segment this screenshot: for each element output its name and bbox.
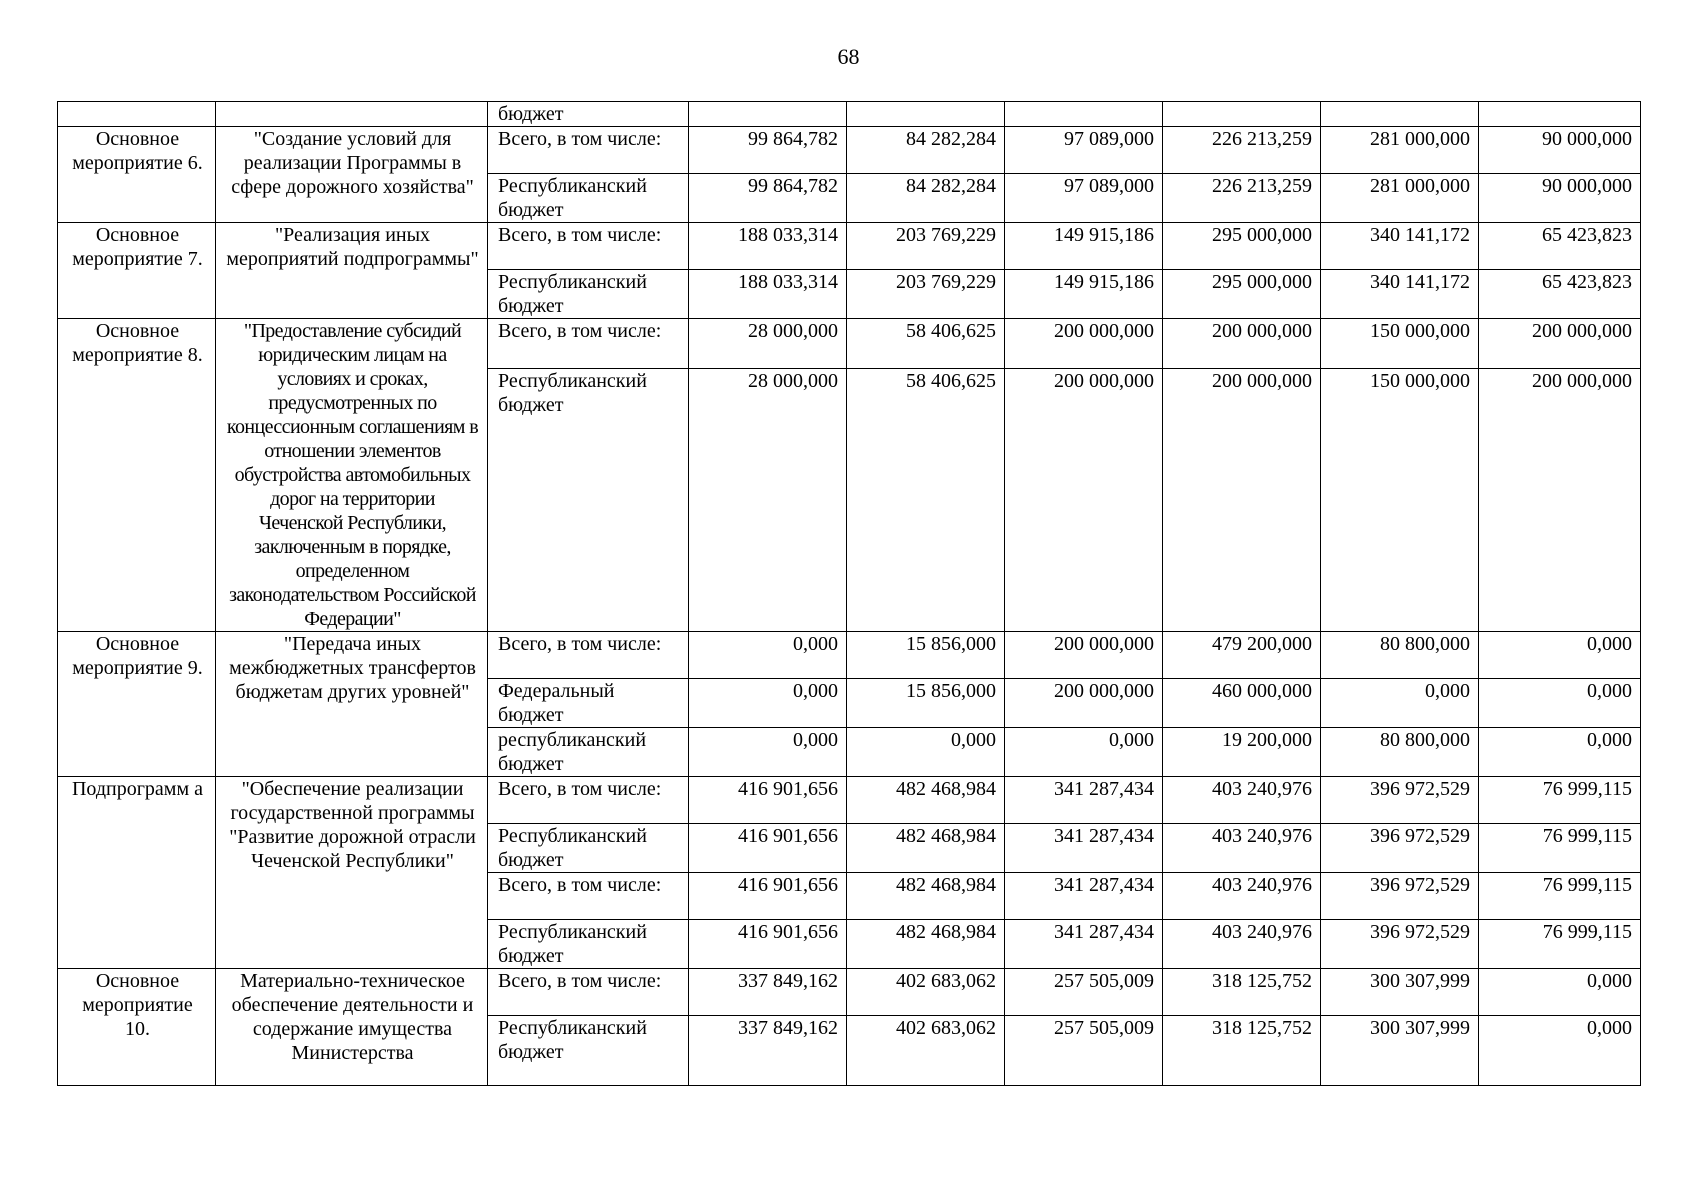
amount-cell: 0,000 bbox=[1321, 679, 1479, 728]
amount-cell: 0,000 bbox=[847, 728, 1005, 777]
funding-source-cell: Всего, в том числе: bbox=[488, 777, 689, 824]
amount-cell: 0,000 bbox=[1005, 728, 1163, 777]
amount-cell: 84 282,284 bbox=[847, 174, 1005, 223]
table-row bbox=[58, 969, 1641, 1016]
activity-type-cell: Основное мероприятие 6. bbox=[58, 127, 216, 223]
table-row bbox=[58, 319, 1641, 369]
amount-cell: 200 000,000 bbox=[1479, 319, 1641, 369]
amount-cell: 99 864,782 bbox=[689, 174, 847, 223]
table-row bbox=[58, 127, 1641, 174]
funding-source-cell: Республиканский бюджет bbox=[488, 369, 689, 632]
amount-cell: 149 915,186 bbox=[1005, 223, 1163, 270]
amount-cell: 188 033,314 bbox=[689, 223, 847, 270]
amount-cell: 479 200,000 bbox=[1163, 632, 1321, 679]
amount-cell: 28 000,000 bbox=[689, 369, 847, 632]
amount-cell: 28 000,000 bbox=[689, 319, 847, 369]
amount-cell: 76 999,115 bbox=[1479, 824, 1641, 873]
amount-cell: 340 141,172 bbox=[1321, 223, 1479, 270]
table-row bbox=[58, 102, 1641, 127]
amount-cell: 200 000,000 bbox=[1005, 369, 1163, 632]
activity-name-cell bbox=[216, 632, 488, 777]
amount-cell: 340 141,172 bbox=[1321, 270, 1479, 319]
amount-cell: 0,000 bbox=[1479, 632, 1641, 679]
amount-cell: 200 000,000 bbox=[1005, 679, 1163, 728]
amount-cell: 318 125,752 bbox=[1163, 969, 1321, 1016]
amount-cell: 0,000 bbox=[689, 679, 847, 728]
table-cell bbox=[58, 102, 216, 127]
activity-name-cell bbox=[216, 127, 488, 223]
amount-cell: 80 800,000 bbox=[1321, 728, 1479, 777]
activity-name-cell bbox=[216, 223, 488, 319]
funding-source-cell: Всего, в том числе: bbox=[488, 223, 689, 270]
activity-type-cell: Основное мероприятие 10. bbox=[58, 969, 216, 1086]
amount-cell: 482 468,984 bbox=[847, 873, 1005, 920]
amount-cell: 482 468,984 bbox=[847, 824, 1005, 873]
amount-cell: 80 800,000 bbox=[1321, 632, 1479, 679]
activity-type-cell: Основное мероприятие 9. bbox=[58, 632, 216, 777]
funding-source-cell: Всего, в том числе: bbox=[488, 632, 689, 679]
amount-cell: 295 000,000 bbox=[1163, 223, 1321, 270]
activity-name-text: "Передача иных межбюджетных трансфертов бюджетам других уровней" bbox=[229, 633, 476, 703]
funding-source-cell: Всего, в том числе: bbox=[488, 873, 689, 920]
table-cell bbox=[1163, 102, 1321, 127]
amount-cell: 226 213,259 bbox=[1163, 127, 1321, 174]
amount-cell: 460 000,000 bbox=[1163, 679, 1321, 728]
amount-cell: 19 200,000 bbox=[1163, 728, 1321, 777]
funding-source-cell: Республиканский бюджет bbox=[488, 1016, 689, 1086]
amount-cell: 149 915,186 bbox=[1005, 270, 1163, 319]
amount-cell: 257 505,009 bbox=[1005, 1016, 1163, 1086]
budget-table bbox=[57, 101, 1641, 1086]
amount-cell: 76 999,115 bbox=[1479, 920, 1641, 969]
amount-cell: 90 000,000 bbox=[1479, 127, 1641, 174]
amount-cell: 403 240,976 bbox=[1163, 873, 1321, 920]
amount-cell: 97 089,000 bbox=[1005, 174, 1163, 223]
activity-name-text: "Обеспечение реализации государственной программы "Развитие дорожной отрасли Чеченской Республики" bbox=[229, 778, 476, 872]
table-row bbox=[58, 777, 1641, 824]
amount-cell: 300 307,999 bbox=[1321, 1016, 1479, 1086]
funding-source-cell: Всего, в том числе: bbox=[488, 319, 689, 369]
amount-cell: 188 033,314 bbox=[689, 270, 847, 319]
amount-cell: 403 240,976 bbox=[1163, 777, 1321, 824]
activity-type-cell: Подпрограмм а bbox=[58, 777, 216, 969]
amount-cell: 65 423,823 bbox=[1479, 270, 1641, 319]
funding-source-cell: Республиканский бюджет bbox=[488, 824, 689, 873]
page-number: 68 bbox=[837, 44, 860, 69]
amount-cell: 482 468,984 bbox=[847, 920, 1005, 969]
activity-name-text: "Предоставление субсидий юридическим лицам на условиях и сроках, предусмотренных по концессионным соглашениям в отношении элементов обустройства автомобильных дорог на территории Чеченской Республики, заключенным в порядке, определенном законодательством Российской Федерации" bbox=[226, 320, 479, 630]
amount-cell: 295 000,000 bbox=[1163, 270, 1321, 319]
amount-cell: 341 287,434 bbox=[1005, 777, 1163, 824]
table-cell bbox=[1321, 102, 1479, 127]
amount-cell: 341 287,434 bbox=[1005, 824, 1163, 873]
funding-source-cell: бюджет bbox=[488, 102, 689, 127]
amount-cell: 402 683,062 bbox=[847, 969, 1005, 1016]
amount-cell: 150 000,000 bbox=[1321, 369, 1479, 632]
amount-cell: 281 000,000 bbox=[1321, 174, 1479, 223]
activity-name-text: Материально-техническое обеспечение деятельности и содержание имущества Министерства bbox=[231, 970, 474, 1064]
amount-cell: 203 769,229 bbox=[847, 223, 1005, 270]
amount-cell: 200 000,000 bbox=[1479, 369, 1641, 632]
amount-cell: 76 999,115 bbox=[1479, 873, 1641, 920]
amount-cell: 482 468,984 bbox=[847, 777, 1005, 824]
amount-cell: 337 849,162 bbox=[689, 1016, 847, 1086]
amount-cell: 0,000 bbox=[1479, 1016, 1641, 1086]
amount-cell: 150 000,000 bbox=[1321, 319, 1479, 369]
funding-source-cell: Федеральный бюджет bbox=[488, 679, 689, 728]
table-cell bbox=[847, 102, 1005, 127]
amount-cell: 403 240,976 bbox=[1163, 920, 1321, 969]
amount-cell: 58 406,625 bbox=[847, 319, 1005, 369]
activity-name-text: "Реализация иных мероприятий подпрограммы" bbox=[226, 224, 479, 270]
amount-cell: 203 769,229 bbox=[847, 270, 1005, 319]
amount-cell: 200 000,000 bbox=[1163, 319, 1321, 369]
activity-type-cell: Основное мероприятие 7. bbox=[58, 223, 216, 319]
activity-name-cell bbox=[216, 777, 488, 969]
amount-cell: 15 856,000 bbox=[847, 632, 1005, 679]
amount-cell: 226 213,259 bbox=[1163, 174, 1321, 223]
amount-cell: 15 856,000 bbox=[847, 679, 1005, 728]
amount-cell: 76 999,115 bbox=[1479, 777, 1641, 824]
amount-cell: 65 423,823 bbox=[1479, 223, 1641, 270]
amount-cell: 416 901,656 bbox=[689, 920, 847, 969]
amount-cell: 300 307,999 bbox=[1321, 969, 1479, 1016]
funding-source-cell: Республиканский бюджет bbox=[488, 920, 689, 969]
table-row bbox=[58, 223, 1641, 270]
amount-cell: 416 901,656 bbox=[689, 777, 847, 824]
amount-cell: 416 901,656 bbox=[689, 824, 847, 873]
amount-cell: 200 000,000 bbox=[1005, 632, 1163, 679]
amount-cell: 281 000,000 bbox=[1321, 127, 1479, 174]
amount-cell: 337 849,162 bbox=[689, 969, 847, 1016]
table-cell bbox=[1479, 102, 1641, 127]
activity-name-cell bbox=[216, 319, 488, 632]
amount-cell: 341 287,434 bbox=[1005, 920, 1163, 969]
amount-cell: 396 972,529 bbox=[1321, 824, 1479, 873]
amount-cell: 97 089,000 bbox=[1005, 127, 1163, 174]
activity-name-cell bbox=[216, 969, 488, 1086]
funding-source-cell: республиканский бюджет bbox=[488, 728, 689, 777]
table-row bbox=[58, 632, 1641, 679]
amount-cell: 318 125,752 bbox=[1163, 1016, 1321, 1086]
amount-cell: 0,000 bbox=[1479, 969, 1641, 1016]
funding-source-cell: Республиканский бюджет bbox=[488, 174, 689, 223]
activity-type-cell: Основное мероприятие 8. bbox=[58, 319, 216, 632]
amount-cell: 0,000 bbox=[689, 728, 847, 777]
amount-cell: 58 406,625 bbox=[847, 369, 1005, 632]
amount-cell: 84 282,284 bbox=[847, 127, 1005, 174]
table-cell bbox=[216, 102, 488, 127]
activity-name-text: "Создание условий для реализации Программы в сфере дорожного хозяйства" bbox=[231, 128, 474, 198]
amount-cell: 341 287,434 bbox=[1005, 873, 1163, 920]
amount-cell: 402 683,062 bbox=[847, 1016, 1005, 1086]
amount-cell: 0,000 bbox=[689, 632, 847, 679]
amount-cell: 99 864,782 bbox=[689, 127, 847, 174]
amount-cell: 403 240,976 bbox=[1163, 824, 1321, 873]
amount-cell: 0,000 bbox=[1479, 679, 1641, 728]
amount-cell: 200 000,000 bbox=[1005, 319, 1163, 369]
amount-cell: 200 000,000 bbox=[1163, 369, 1321, 632]
funding-source-cell: Республиканский бюджет bbox=[488, 270, 689, 319]
amount-cell: 396 972,529 bbox=[1321, 920, 1479, 969]
amount-cell: 396 972,529 bbox=[1321, 873, 1479, 920]
amount-cell: 0,000 bbox=[1479, 728, 1641, 777]
amount-cell: 416 901,656 bbox=[689, 873, 847, 920]
table-cell bbox=[689, 102, 847, 127]
table-cell bbox=[1005, 102, 1163, 127]
amount-cell: 90 000,000 bbox=[1479, 174, 1641, 223]
funding-source-cell: Всего, в том числе: bbox=[488, 127, 689, 174]
amount-cell: 257 505,009 bbox=[1005, 969, 1163, 1016]
amount-cell: 396 972,529 bbox=[1321, 777, 1479, 824]
funding-source-cell: Всего, в том числе: bbox=[488, 969, 689, 1016]
